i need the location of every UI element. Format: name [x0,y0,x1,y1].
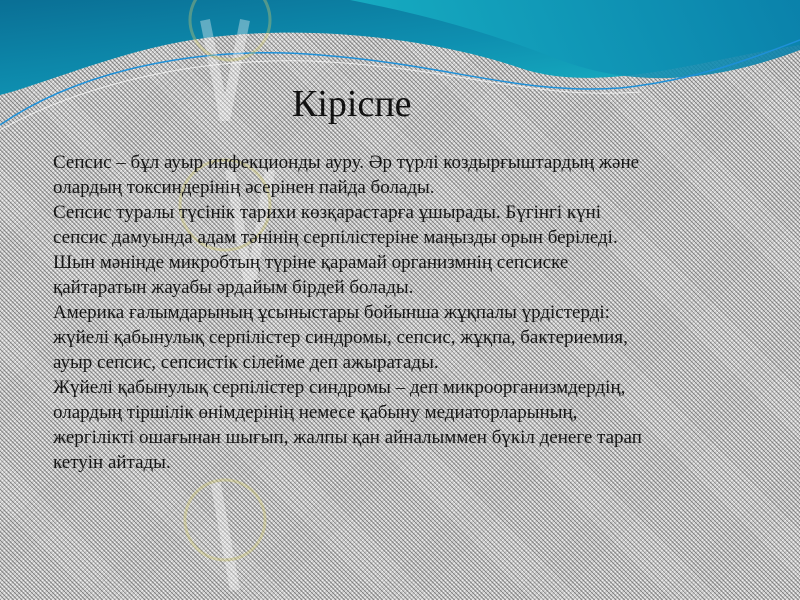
slide-title: Кіріспе [292,83,412,125]
text-line: кетуін айтады. [53,452,171,473]
text-line: жергілікті ошағынан шығып, жалпы қан айналыммен бүкіл денеге тарап [53,427,642,448]
text-line: сепсис дамуында адам тәнінің серпілістеріне маңызды орын беріледі. [53,227,618,248]
text-line: Сепсис туралы түсінік тарихи көзқарастарға ұшырады. Бүгінгі күні [53,202,602,223]
text-line: олардың токсиндерінің әсерінен пайда болады. [53,177,435,198]
text-line: Сепсис – бұл ауыр инфекционды ауру. Әр түрлі коздырғыштардың және [53,152,640,173]
slide-body-text [53,150,773,475]
text-line: жүйелі қабынулық серпілістер синдромы, сепсис, жұқпа, бактериемия, [53,327,628,348]
text-line: ауыр сепсис, сепсистік сілейме деп ажыратады. [53,352,439,373]
text-line: Шын мәнінде микробтың түріне қарамай организмнің сепсиске [53,252,569,273]
text-line: Жүйелі қабынулық серпілістер синдромы – деп микроорганизмдердің, [53,377,626,398]
text-line: қайтаратын жауабы әрдайым бірдей болады. [53,277,414,298]
text-line: Америка ғалымдарының ұсыныстары бойынша жұқпалы үрдістерді: [53,302,610,323]
text-line: олардың тіршілік өнімдерінің немесе қабыну медиаторларының, [53,402,578,423]
